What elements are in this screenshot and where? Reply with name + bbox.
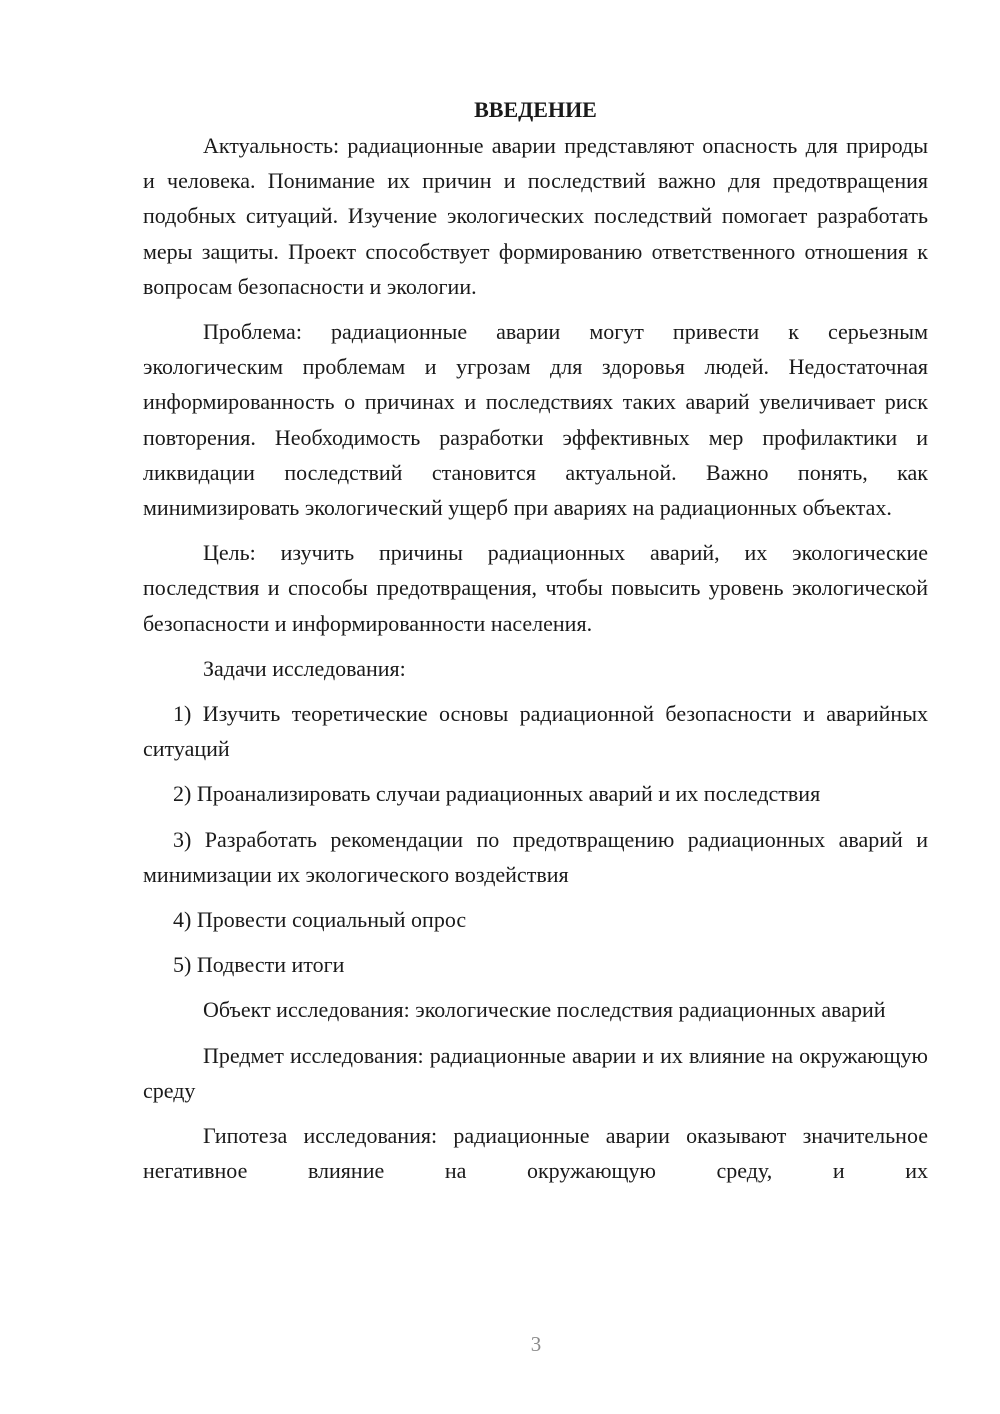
page-number: 3 <box>530 1332 542 1356</box>
paragraph-tasks-heading: Задачи исследования: <box>203 655 406 681</box>
document-page <box>143 92 928 1198</box>
task-item-5: 5) Подвести итоги <box>173 952 345 978</box>
task-item-1: 1) Изучить теоретические основы радиационной безопасности и аварийных ситуаций <box>143 701 928 762</box>
paragraph-subject: Предмет исследования: радиационные аварии и их влияние на окружающую среду <box>143 1042 928 1103</box>
task-item-2: 2) Проанализировать случаи радиационных аварий и их последствия <box>173 781 821 807</box>
paragraph-relevance: Актуальность: радиационные аварии представляют опасность для природы и человека. Понимание их причин и последствий важно для предотвращения подобных ситуаций. Изучение экологических последствий помогает разработать меры защиты. Проект способствует формированию ответственного отношения к вопросам безопасности и экологии. <box>143 133 928 299</box>
paragraph-problem: Проблема: радиационные аварии могут привести к серьезным экологическим проблемам и угрозам для здоровья людей. Недостаточная информированность о причинах и последствиях таких аварий увеличивает риск повторения. Необходимость разработки эффективных мер профилактики и ликвидации последствий становится актуальной. Важно понять, как минимизировать экологический ущерб при авариях на радиационных объектах. <box>143 319 928 521</box>
page-title: ВВЕДЕНИЕ <box>474 97 597 122</box>
paragraph-hypothesis: Гипотеза исследования: радиационные аварии оказывают значительное негативное влияние на окружающую среду, и их <box>143 1123 928 1184</box>
task-item-3: 3) Разработать рекомендации по предотвращению радиационных аварий и минимизации их экологического воздействия <box>143 826 928 887</box>
task-item-4: 4) Провести социальный опрос <box>173 907 467 933</box>
paragraph-object: Объект исследования: экологические последствия радиационных аварий <box>203 997 886 1023</box>
paragraph-goal: Цель: изучить причины радиационных аварий, их экологические последствия и способы предотвращения, чтобы повысить уровень экологической безопасности и информированности населения. <box>143 540 928 636</box>
